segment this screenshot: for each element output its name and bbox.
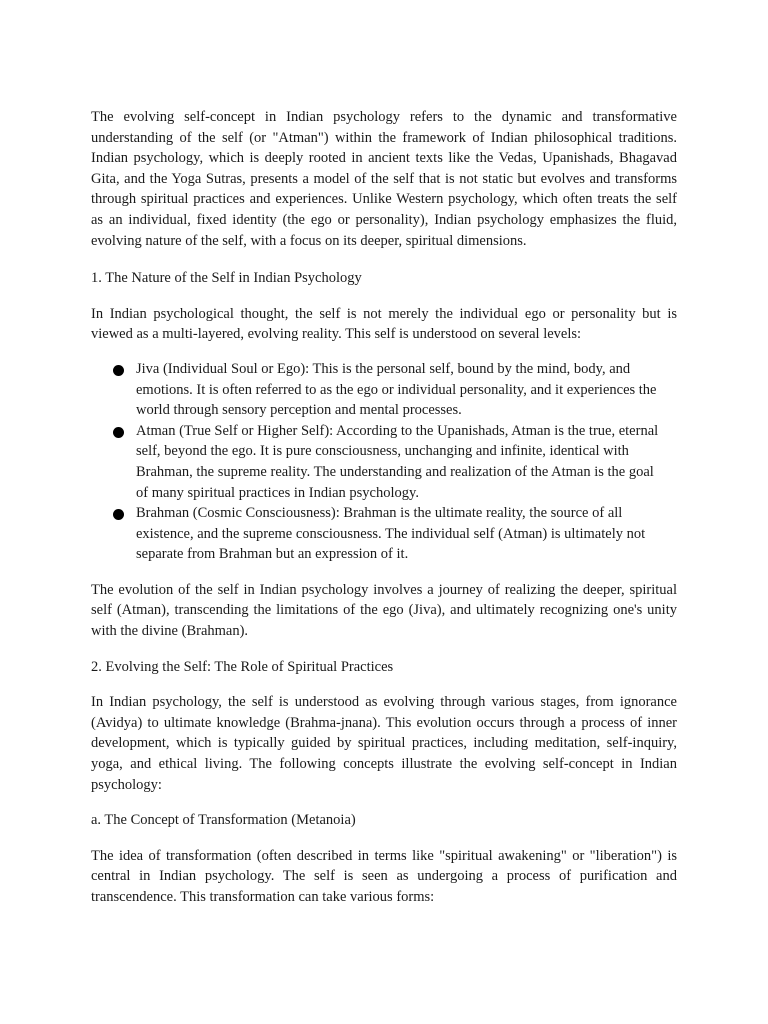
intro-paragraph: The evolving self-concept in Indian psychology refers to the dynamic and transformative understanding of the self (or "Atman") within the framework of Indian philosophical traditions. Indian psychology, which is deeply rooted in ancient texts like the Vedas, Upanishads, Bhagavad Gita, and the Yoga Sutras, presents a model of the self that is not static but evolves and transforms through spiritual practices and experiences. Unlike Western psychology, which often treats the self as an individual, fixed identity (the ego or personality), Indian psychology emphasizes the fluid, evolving nature of the self, with a focus on its deeper, spiritual dimensions.	[91, 109, 677, 249]
document-page	[91, 107, 677, 908]
subsection-a-heading: a. The Concept of Transformation (Metanoia)	[91, 812, 356, 829]
bullet-icon	[113, 509, 124, 520]
list-item-atman	[91, 421, 677, 503]
section-2-paragraph: In Indian psychology, the self is understood as evolving through various stages, from ignorance (Avidya) to ultimate knowledge (Brahma-jnana). This evolution occurs through a process of inner development, which is typically guided by spiritual practices, including meditation, self-inquiry, yoga, and ethical living. The following concepts illustrate the evolving self-concept in Indian psychology:	[91, 694, 677, 793]
list-item-text: Brahman (Cosmic Consciousness): Brahman is the ultimate reality, the source of all existence, and the supreme consciousness. The individual self (Atman) is ultimately not separate from Brahman but an expression of it.	[136, 505, 646, 563]
list-item-text: Jiva (Individual Soul or Ego): This is the personal self, bound by the mind, body, and emotions. It is often referred to as the ego or individual personality, and it experiences the world through sensory perception and mental processes.	[136, 360, 657, 419]
subsection-a-paragraph: The idea of transformation (often described in terms like "spiritual awakening" or "liberation") is central in Indian psychology. The self is seen as undergoing a process of purification and transcendence. This transformation can take various forms:	[91, 847, 677, 905]
bullet-icon	[113, 427, 124, 438]
list-item-text: Atman (True Self or Higher Self): According to the Upanishads, Atman is the true, eternal self, beyond the ego. It is pure consciousness, unchanging and infinite, identical with Brahman, the supreme reality. The understanding and realization of the Atman is the goal of many spiritual practices in Indian psychology.	[136, 422, 659, 501]
section-1-closing-paragraph: The evolution of the self in Indian psychology involves a journey of realizing the deeper, spiritual self (Atman), transcending the limitations of the ego (Jiva), and ultimately recognizing one's unity with the divine (Brahman).	[91, 581, 677, 640]
levels-of-self-list	[91, 359, 677, 565]
list-item-jiva	[91, 359, 677, 421]
bullet-icon	[113, 365, 124, 376]
section-1-heading: 1. The Nature of the Self in Indian Psychology	[91, 270, 362, 287]
section-2-heading: 2. Evolving the Self: The Role of Spiritual Practices	[91, 658, 394, 675]
section-1-paragraph: In Indian psychological thought, the self is not merely the individual ego or personality but is viewed as a multi-layered, evolving reality. This self is understood on several levels:	[91, 305, 677, 343]
list-item-brahman	[91, 503, 677, 565]
